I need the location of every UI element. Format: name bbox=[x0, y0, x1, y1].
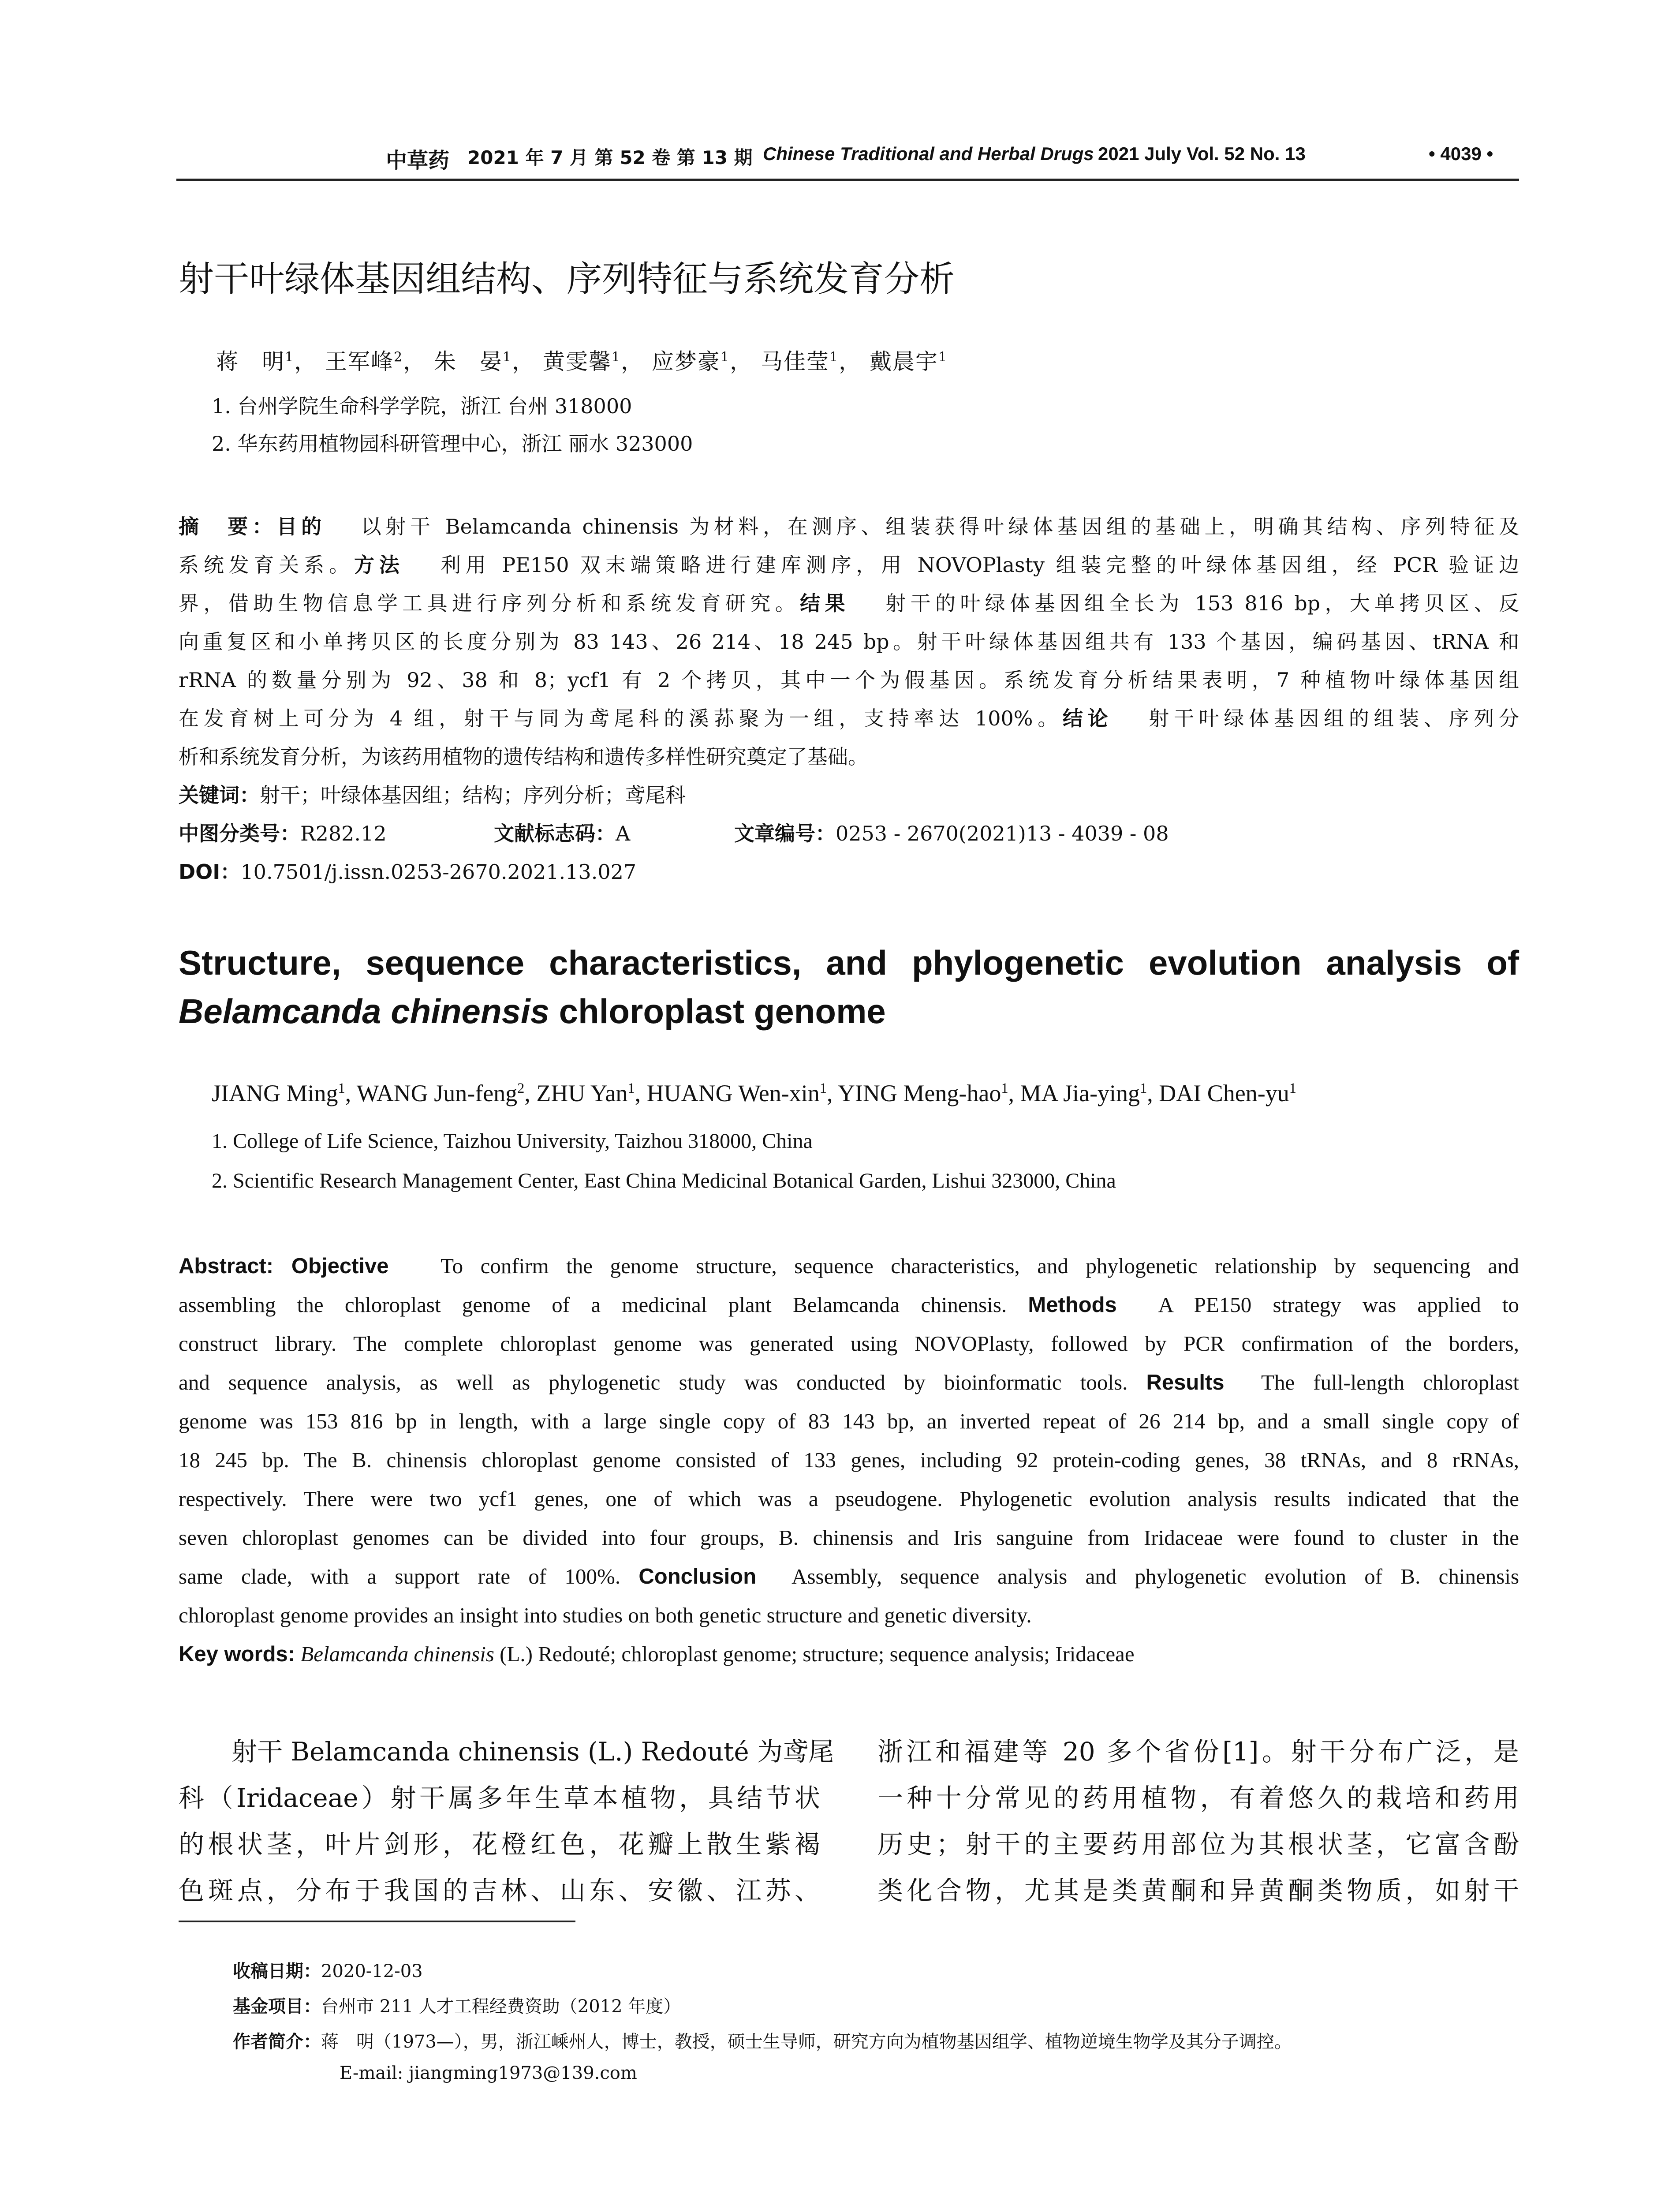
abstract-cn-text: 以射干 Belamcanda chinensis 为材料，在测序、组装获得叶绿体基因组的基础上，明确其结构、序列特征及 bbox=[361, 515, 1519, 538]
doc-code-line bbox=[494, 818, 630, 847]
abstract-cn-line bbox=[179, 703, 1519, 732]
abstract-en-text: The full-length chloroplast bbox=[1261, 1370, 1519, 1394]
author-sup: 1 bbox=[338, 1080, 345, 1096]
classification-line bbox=[179, 818, 387, 847]
doi-label: DOI： bbox=[179, 860, 241, 884]
affiliation-en-1: 1. College of Life Science, Taizhou University, Taizhou 318000, China bbox=[212, 1129, 813, 1153]
doi-line bbox=[179, 856, 636, 885]
article-no-value: 0253 - 2670(2021)13 - 4039 - 08 bbox=[836, 822, 1169, 845]
abstract-cn-text: 界，借助生物信息学工具进行序列分析和系统发育研究。 bbox=[179, 591, 800, 615]
keywords-species-en: Belamcanda chinensis bbox=[300, 1642, 494, 1666]
authors-en: JIANG Ming$^1$, WANG Jun-feng$^2$, ZHU Yan$^1$, HUANG Wen-xin$^1$, YING Meng-hao$^1$, MA Jia-ying$^1$, DAI Chen-$yu^1$ bbox=[212, 1080, 1296, 1106]
author-sup: 2 bbox=[394, 349, 403, 365]
abstract-cn-line bbox=[179, 549, 1519, 578]
methods-label-en: Methods bbox=[1028, 1293, 1117, 1317]
abstract-en-line: genome was 153 816 bp in length, with a large single copy of 83 143 bp, an inverted repeat of 26 214 bp, and a small single copy of bbox=[179, 1409, 1519, 1433]
author-en: ZHU Yan bbox=[536, 1080, 628, 1106]
authors-cn: 蒋 明$^1$， 王军峰$^2$， 朱 晏$^1$， 黄雯馨$^1$， 应梦豪$^1$， 马佳莹$^1$， 戴晨宇$^1$ bbox=[216, 349, 948, 374]
received-value: 2020-12-03 bbox=[321, 1961, 423, 1981]
author-sup: 1 bbox=[938, 349, 948, 365]
doc-code-label: 文献标志码： bbox=[494, 822, 616, 845]
author-cn: 马佳莹 bbox=[761, 349, 829, 374]
title-en-line1: Structure, sequence characteristics, and phylogenetic evolution analysis of bbox=[179, 943, 1519, 982]
abstract-en-line: construct library. The complete chloroplast genome was generated using NOVOPlasty, followed by PCR confirmation of the borders, bbox=[179, 1331, 1519, 1356]
footnote-fund bbox=[233, 1992, 681, 2018]
abstract-cn-text: 利用 PE150 双末端策略进行建库测序，用 NOVOPlasty 组装完整的叶绿体基因组，经 PCR 验证边 bbox=[441, 553, 1519, 577]
author-sup: 1 bbox=[819, 1080, 827, 1096]
author-cn: 黄雯馨 bbox=[543, 349, 612, 374]
affiliation-cn-2: 2. 华东药用植物园科研管理中心，浙江 丽水 323000 bbox=[212, 432, 693, 456]
body-left-line: 的根状茎，叶片剑形，花橙红色，花瓣上散生紫褐 bbox=[179, 1829, 820, 1859]
article-no-line bbox=[734, 818, 1169, 847]
keywords-cn bbox=[179, 779, 686, 808]
body-left-line: 射干 Belamcanda chinensis (L.) Redouté 为鸢尾 bbox=[231, 1737, 834, 1767]
author-sup: 1 bbox=[721, 349, 730, 365]
bio-label: 作者简介： bbox=[233, 2032, 321, 2052]
abstract-cn-line: rRNA 的数量分别为 92、38 和 8；ycf1 有 2 个拷贝，其中一个为假基因。系统发育分析结果表明，7 种植物叶绿体基因组 bbox=[179, 668, 1519, 692]
abstract-cn-line: 析和系统发育分析，为该药用植物的遗传结构和遗传多样性研究奠定了基础。 bbox=[179, 745, 868, 769]
author-sup: 1 bbox=[503, 349, 512, 365]
author-sup: 2 bbox=[517, 1080, 525, 1096]
title-en-species: Belamcanda chinensis bbox=[179, 992, 550, 1031]
abstract-cn-text: 射干叶绿体基因组的组装、序列分 bbox=[1149, 706, 1519, 730]
received-label: 收稿日期： bbox=[233, 1961, 321, 1981]
abstract-en-line bbox=[179, 1292, 1519, 1317]
results-label-en: Results bbox=[1146, 1371, 1225, 1394]
author-cn: 朱 晏 bbox=[434, 349, 503, 374]
author-sup: 1 bbox=[627, 1080, 635, 1096]
abstract-label-en: Abstract: Objective bbox=[179, 1254, 389, 1278]
abstract-en-text: A PE150 strategy was applied to bbox=[1158, 1293, 1519, 1317]
abstract-cn-line: 向重复区和小单拷贝区的长度分别为 83 143、26 214、18 245 bp。射干叶绿体基因组共有 133 个基因，编码基因、tRNA 和 bbox=[179, 630, 1519, 654]
author-cn: 应梦豪 bbox=[652, 349, 721, 374]
author-sup: 1 bbox=[1289, 1080, 1296, 1096]
abstract-label-cn: 摘 要： bbox=[179, 515, 277, 538]
header-rule bbox=[176, 179, 1519, 181]
author-sup: 1 bbox=[829, 349, 839, 365]
body-left-line: 色斑点，分布于我国的吉林、山东、安徽、江苏、 bbox=[179, 1876, 820, 1906]
author-cn: 王军峰 bbox=[325, 349, 394, 374]
keywords-text-en: (L.) Redouté; chloroplast genome; structure; sequence analysis; Iridaceae bbox=[494, 1642, 1135, 1666]
abstract-en-line bbox=[179, 1370, 1519, 1395]
abstract-en-text: To confirm the genome structure, sequence characteristics, and phylogenetic relationship by sequencing and bbox=[441, 1254, 1519, 1278]
author-en: DAI Chen-yu bbox=[1159, 1080, 1289, 1106]
results-label-cn: 结果 bbox=[800, 591, 850, 615]
clc-value: R282.12 bbox=[300, 822, 387, 845]
abstract-en-line: respectively. There were two ycf1 genes, one of which was a pseudogene. Phylogenetic evolution analysis results indicated that the bbox=[179, 1487, 1519, 1511]
author-cn: 蒋 明 bbox=[216, 349, 285, 374]
keywords-label-cn: 关键词： bbox=[179, 783, 260, 807]
body-right-line: 一种十分常见的药用植物，有着悠久的栽培和药用 bbox=[877, 1783, 1519, 1813]
author-sup: 1 bbox=[1001, 1080, 1008, 1096]
doc-code-value: A bbox=[616, 822, 631, 845]
abstract-cn-text: 在发育树上可分为 4 组，射干与同为鸢尾科的溪荪聚为一组，支持率达 100%。 bbox=[179, 706, 1063, 730]
abstract-cn-line bbox=[179, 587, 1519, 617]
author-en: MA Jia-ying bbox=[1020, 1080, 1140, 1106]
footnote-bio bbox=[233, 2028, 1292, 2053]
clc-label: 中图分类号： bbox=[179, 822, 300, 845]
body-right-line: 浙江和福建等 20 多个省份[1]。射干分布广泛，是 bbox=[877, 1737, 1519, 1767]
footnote-email: E-mail: jiangming1973@139.com bbox=[340, 2063, 637, 2083]
title-en-rest: chloroplast genome bbox=[549, 992, 886, 1031]
conclusion-label-en: Conclusion bbox=[638, 1565, 757, 1588]
running-header bbox=[176, 143, 1519, 179]
abstract-cn-text: 系统发育关系。 bbox=[179, 553, 354, 577]
methods-label-cn: 方法 bbox=[354, 553, 404, 577]
abstract-cn-line bbox=[179, 511, 1519, 540]
author-sup: 1 bbox=[1140, 1080, 1147, 1096]
body-left-line: 科（Iridaceae）射干属多年生草本植物，具结节状 bbox=[179, 1783, 820, 1813]
title-cn: 射干叶绿体基因组结构、序列特征与系统发育分析 bbox=[179, 258, 955, 299]
bio-value: 蒋 明（1973—），男，浙江嵊州人，博士，教授，硕士生导师，研究方向为植物基因组学、植物逆境生物学及其分子调控。 bbox=[321, 2032, 1292, 2052]
abstract-en-line: chloroplast genome provides an insight into studies on both genetic structure and genetic diversity. bbox=[179, 1603, 1032, 1627]
author-en: WANG Jun-feng bbox=[356, 1080, 518, 1106]
body-right-line: 类化合物，尤其是类黄酮和异黄酮类物质，如射干 bbox=[877, 1876, 1519, 1906]
affiliation-cn-1: 1. 台州学院生命科学学院，浙江 台州 318000 bbox=[212, 394, 632, 418]
fund-value: 台州市 211 人才工程经费资助（2012 年度） bbox=[321, 1996, 681, 2017]
journal-name-en: Chinese Traditional and Herbal Drugs bbox=[763, 143, 1094, 164]
footnote-received bbox=[233, 1957, 423, 1982]
author-en: HUANG Wen-xin bbox=[646, 1080, 820, 1106]
journal-name-cn: 中草药 bbox=[386, 148, 450, 173]
author-sup: 1 bbox=[285, 349, 295, 365]
body-right-line: 历史；射干的主要药用部位为其根状茎，它富含酚 bbox=[877, 1829, 1519, 1859]
author-cn: 戴晨宇 bbox=[870, 349, 938, 374]
author-sup: 1 bbox=[612, 349, 621, 365]
author-en: JIANG Ming bbox=[212, 1080, 338, 1106]
footnote-rule bbox=[179, 1921, 575, 1922]
affiliation-en-2: 2. Scientific Research Management Center, East China Medicinal Botanical Garden, Lishui 323000, China bbox=[212, 1169, 1116, 1192]
abstract-en-line bbox=[179, 1564, 1519, 1589]
conclusion-label-cn: 结论 bbox=[1062, 706, 1113, 730]
doi-value: 10.7501/j.issn.0253-2670.2021.13.027 bbox=[240, 860, 637, 884]
keywords-en bbox=[179, 1641, 1519, 1667]
abstract-en-line: seven chloroplast genomes can be divided into four groups, B. chinensis and Iris sanguine from Iridaceae were found to cluster in the bbox=[179, 1525, 1519, 1550]
abstract-cn-text: 射干的叶绿体基因组全长为 153 816 bp，大单拷贝区、反 bbox=[885, 591, 1519, 615]
issue-en: 2021 July Vol. 52 No. 13 bbox=[1098, 143, 1306, 164]
keywords-text-cn: 射干；叶绿体基因组；结构；序列分析；鸢尾科 bbox=[260, 783, 686, 807]
title-en-line2 bbox=[179, 991, 886, 1031]
abstract-en-line bbox=[179, 1253, 1519, 1278]
abstract-en-text: same clade, with a support rate of 100%. bbox=[179, 1564, 621, 1588]
abstract-en-line: 18 245 bp. The B. chinensis chloroplast genome consisted of 133 genes, including 92 protein-coding genes, 38 tRNAs, and 8 rRNAs, bbox=[179, 1448, 1519, 1472]
objective-label-cn: 目的 bbox=[276, 515, 326, 538]
keywords-label-en: Key words: bbox=[179, 1642, 295, 1666]
author-en: YING Meng-hao bbox=[837, 1080, 1001, 1106]
abstract-en-text: Assembly, sequence analysis and phylogenetic evolution of B. chinensis bbox=[791, 1564, 1519, 1588]
fund-label: 基金项目： bbox=[233, 1996, 321, 2017]
abstract-en-text: and sequence analysis, as well as phylogenetic study was conducted by bioinformatic tools. bbox=[179, 1370, 1128, 1394]
page-number: • 4039 • bbox=[1429, 143, 1493, 164]
issue-cn: 2021 年 7 月 第 52 卷 第 13 期 bbox=[467, 147, 753, 168]
abstract-en-text: assembling the chloroplast genome of a medicinal plant Belamcanda chinensis. bbox=[179, 1293, 1007, 1317]
article-no-label: 文章编号： bbox=[734, 822, 836, 845]
